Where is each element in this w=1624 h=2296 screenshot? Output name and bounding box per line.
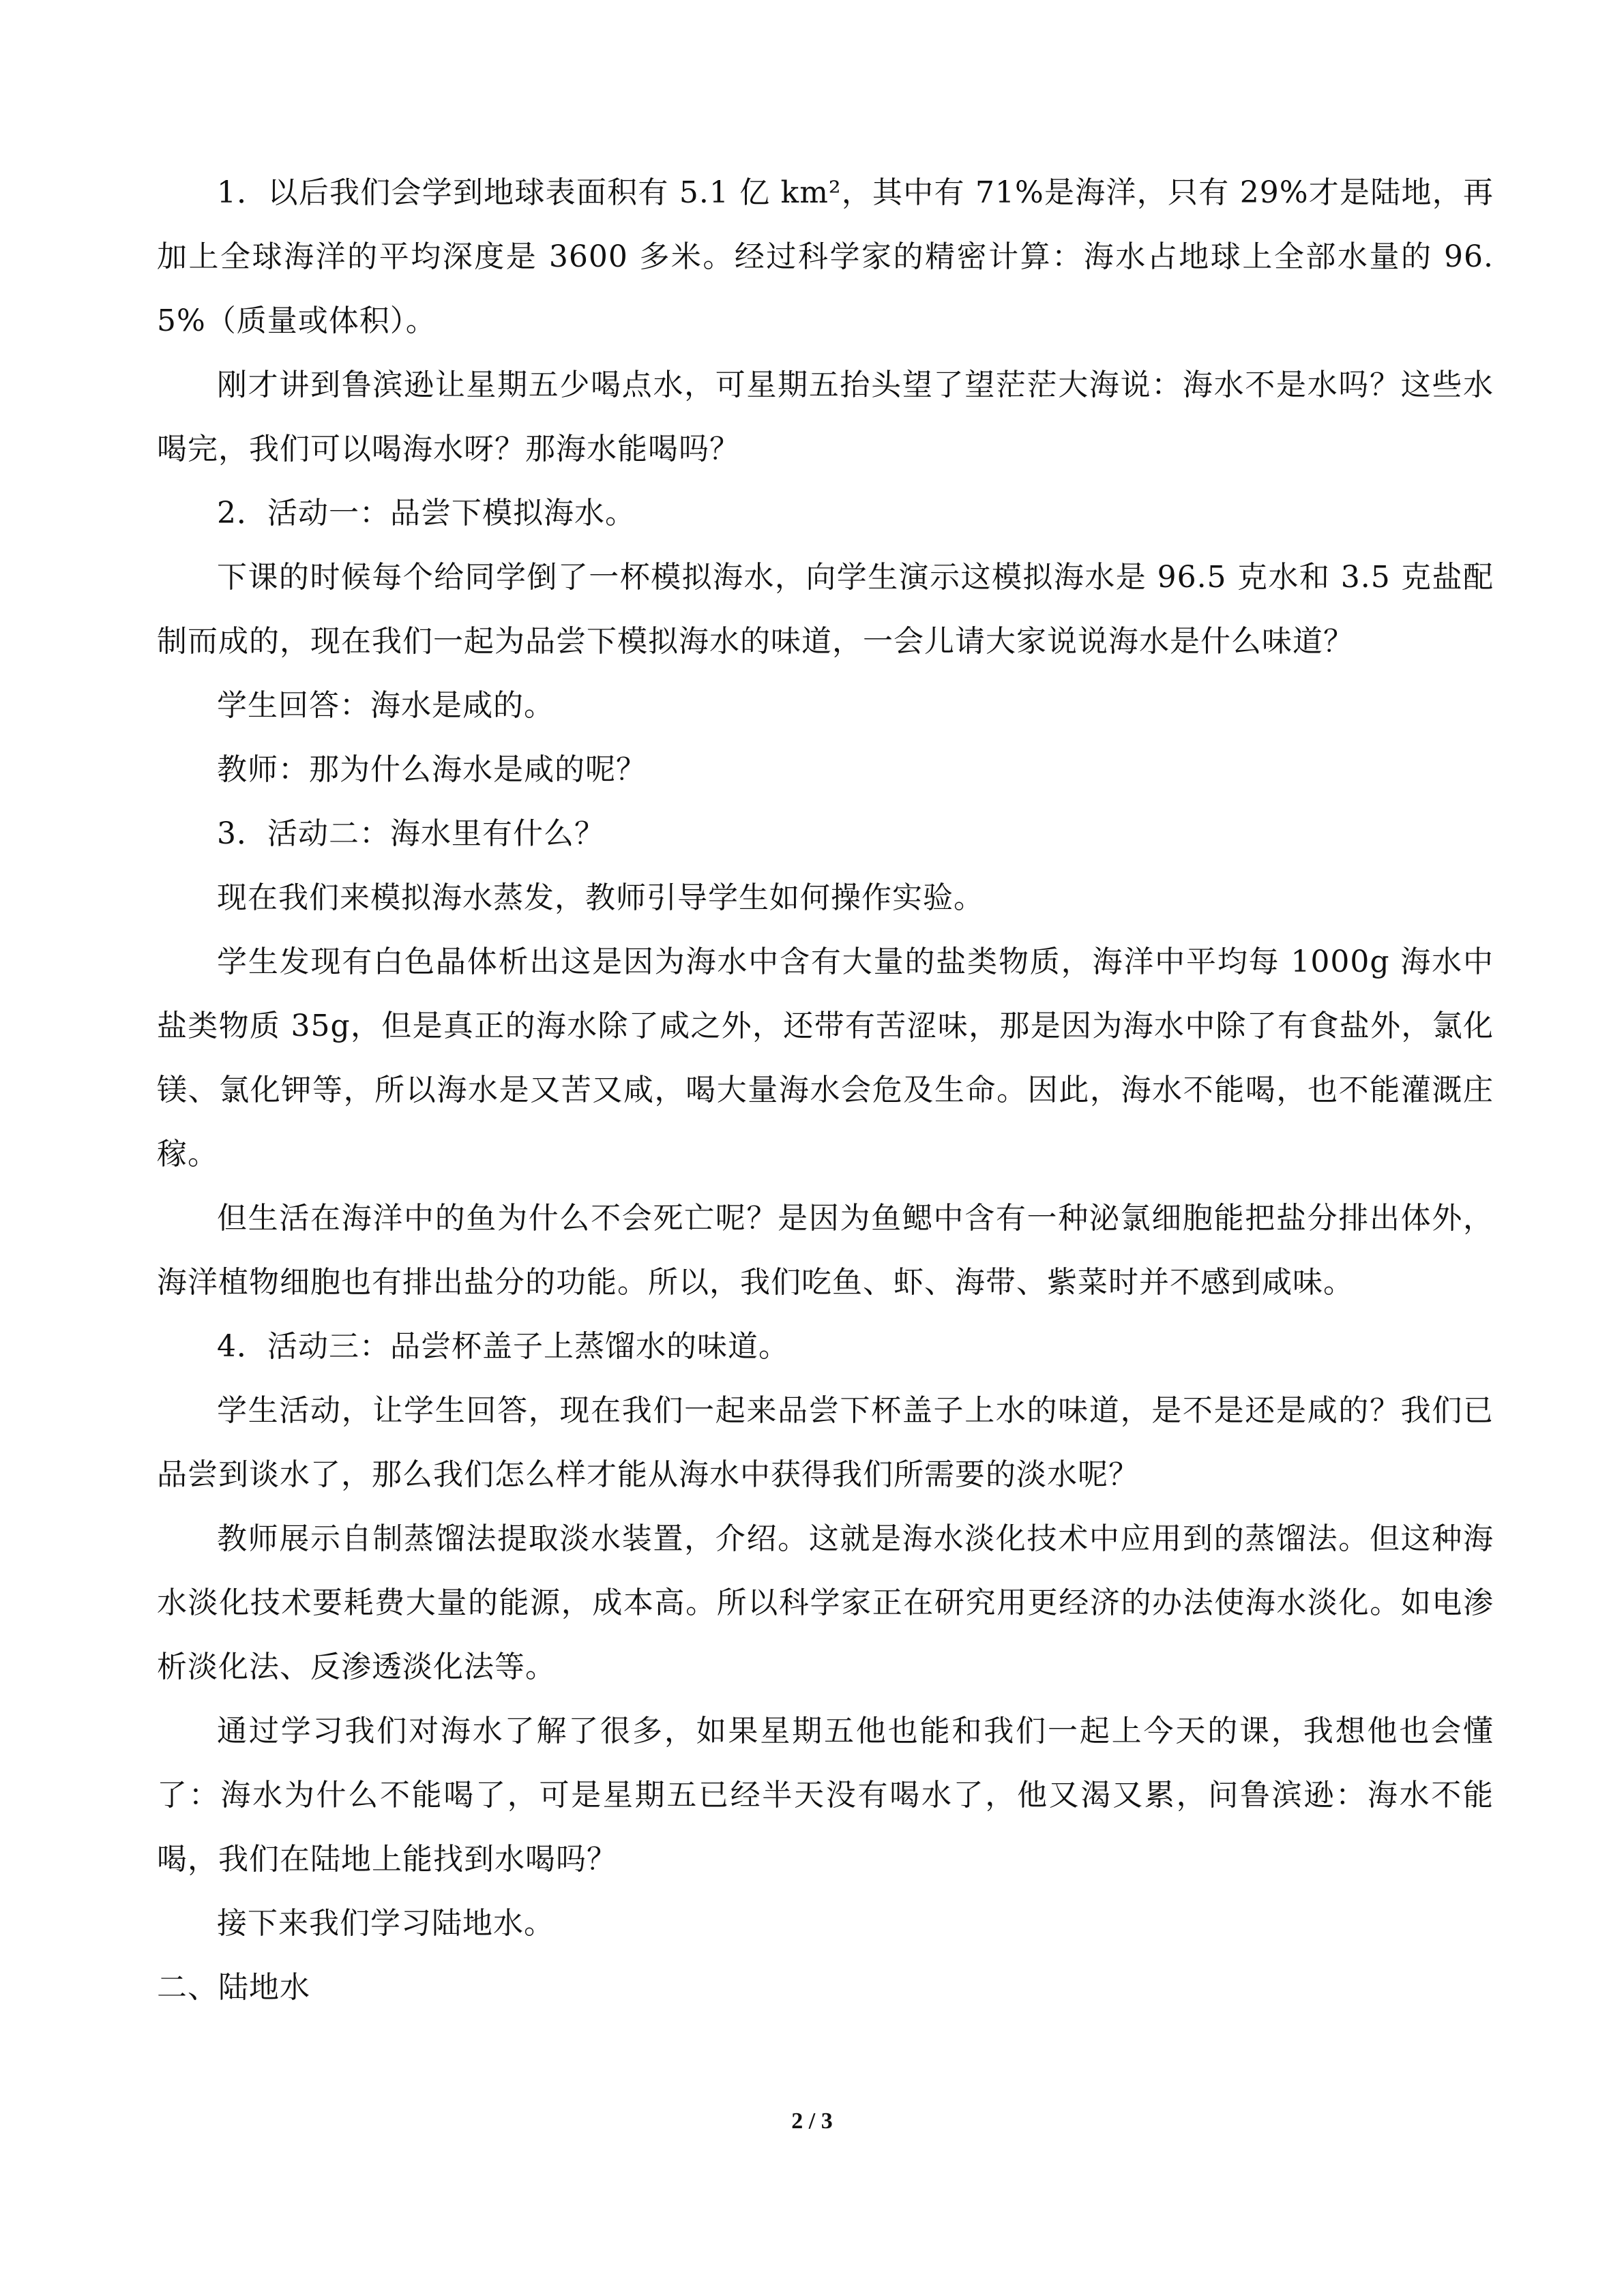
section-heading: 二、陆地水 bbox=[157, 1970, 310, 2005]
paragraph: 现在我们来模拟海水蒸发，教师引导学生如何操作实验。 bbox=[217, 880, 984, 915]
paragraph: 教师展示自制蒸馏法提取淡水装置，介绍。这就是海水淡化技术中应用到的蒸馏法。但这种海水淡化技术要耗费大量的能源，成本高。所以科学家正在研究用更经济的办法使海水淡化。如电渗析淡化法、反渗透淡化法等。 bbox=[157, 1521, 1494, 1684]
paragraph: 接下来我们学习陆地水。 bbox=[217, 1906, 555, 1941]
paragraph: 刚才讲到鲁滨逊让星期五少喝点水，可星期五抬头望了望茫茫大海说：海水不是水吗？这些水喝完，我们可以喝海水呀？那海水能喝吗？ bbox=[157, 368, 1494, 466]
paragraph: 教师：那为什么海水是咸的呢？ bbox=[217, 752, 647, 787]
paragraph: 下课的时候每个给同学倒了一杯模拟海水，向学生演示这模拟海水是 96.5 克水和 3.5 克盐配制而成的，现在我们一起为品尝下模拟海水的味道，一会儿请大家说说海水是什么味道？ bbox=[157, 560, 1494, 659]
paragraph: 但生活在海洋中的鱼为什么不会死亡呢？是因为鱼鳃中含有一种泌氯细胞能把盐分排出体外，海洋植物细胞也有排出盐分的功能。所以，我们吃鱼、虾、海带、紫菜时并不感到咸味。 bbox=[157, 1201, 1494, 1300]
paragraph: 学生回答：海水是咸的。 bbox=[217, 688, 555, 723]
section-item-heading: 3．活动二：海水里有什么？ bbox=[217, 816, 605, 851]
page-number: 2 / 3 bbox=[791, 2108, 833, 2134]
document-body bbox=[157, 161, 1494, 2020]
paragraph: 学生发现有白色晶体析出这是因为海水中含有大量的盐类物质，海洋中平均每 1000g 海水中盐类物质 35g，但是真正的海水除了咸之外，还带有苦涩味，那是因为海水中除了有食盐外，氯化镁、氯化钾等，所以海水是又苦又咸，喝大量海水会危及生命。因此，海水不能喝，也不能灌溉庄稼。 bbox=[157, 944, 1494, 1172]
paragraph: 通过学习我们对海水了解了很多，如果星期五他也能和我们一起上今天的课，我想他也会懂了：海水为什么不能喝了，可是星期五已经半天没有喝水了，他又渴又累，问鲁滨逊：海水不能喝，我们在陆地上能找到水喝吗？ bbox=[157, 1714, 1494, 1877]
section-item-heading: 4．活动三：品尝杯盖子上蒸馏水的味道。 bbox=[217, 1329, 789, 1364]
section-item-heading: 2．活动一：品尝下模拟海水。 bbox=[217, 496, 636, 531]
paragraph: 学生活动，让学生回答，现在我们一起来品尝下杯盖子上水的味道，是不是还是咸的？我们已品尝到谈水了，那么我们怎么样才能从海水中获得我们所需要的淡水呢？ bbox=[157, 1393, 1494, 1492]
paragraph: 1．以后我们会学到地球表面积有 5.1 亿 km²，其中有 71%是海洋，只有 29%才是陆地，再加上全球海洋的平均深度是 3600 多米。经过科学家的精密计算：海水占地球上全部水量的 96.5%（质量或体积）。 bbox=[157, 175, 1494, 338]
